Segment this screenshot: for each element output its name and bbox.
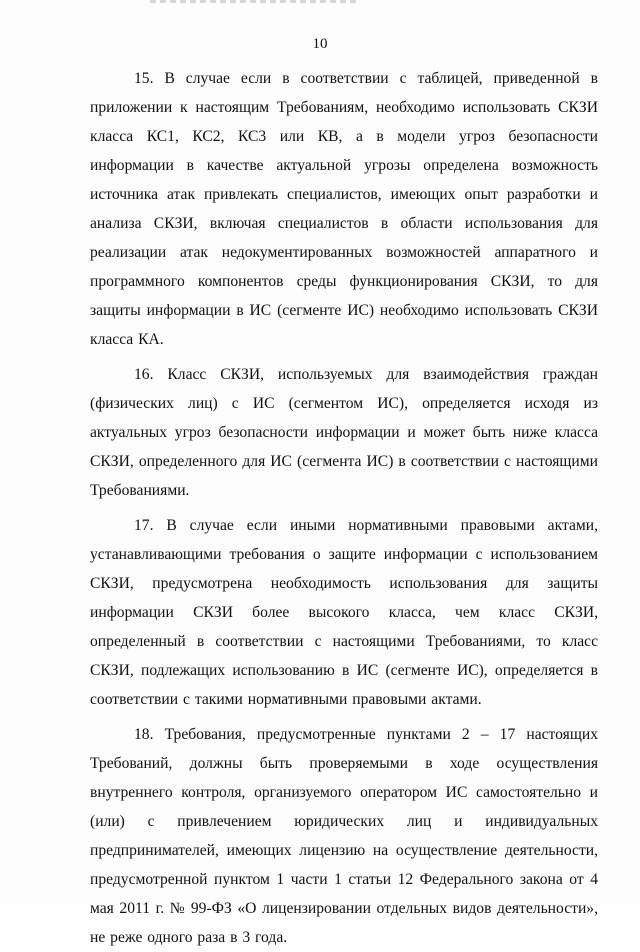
paragraph-16: 16. Класс СКЗИ, используемых для взаимодействия граждан (физических лиц) с ИС (сегментом ИС), определяется исходя из актуальных угроз безопасности информации и может быть ниже класса СКЗИ, определенного для ИС (сегмента ИС) в соответствии с настоящими Требованиями. xyxy=(90,366,598,499)
page-number: 10 xyxy=(312,36,328,52)
paragraph-17: 17. В случае если иными нормативными правовыми актами, устанавливающими требования о защите информации с использованием СКЗИ, предусмотрена необходимость использования для защиты информации СКЗИ более высокого класса, чем класс СКЗИ, определенный в соответствии с настоящими Требованиями, то класс СКЗИ, подлежащих использованию в ИС (сегменте ИС), определяется в соответствии с такими нормативными правовыми актами. xyxy=(90,517,598,708)
paragraph-18: 18. Требования, предусмотренные пунктами 2 – 17 настоящих Требований, должны быть проверяемыми в ходе осуществления внутреннего контроля, организуемого оператором ИС самостоятельно и (или) с привлечением юридических лиц и индивидуальных предпринимателей, имеющих лицензию на осуществление деятельности, предусмотренной пунктом 1 части 1 статьи 12 Федерального закона от 4 мая 2011 г. № 99-ФЗ «О лицензировании отдельных видов деятельности», не реже одного раза в 3 года. xyxy=(90,726,598,946)
document-body xyxy=(90,64,598,952)
scan-top-edge xyxy=(150,0,360,3)
paragraph-15: 15. В случае если в соответствии с таблицей, приведенной в приложении к настоящим Требованиям, необходимо использовать СКЗИ класса КС1, КС2, КС3 или КВ, а в модели угроз безопасности информации в качестве актуальной угрозы определена возможность источника атак привлекать специалистов, имеющих опыт разработки и анализа СКЗИ, включая специалистов в области использования для реализации атак недокументированных возможностей аппаратного и программного компонентов среды функционирования СКЗИ, то для защиты информации в ИС (сегменте ИС) необходимо использовать СКЗИ класса КА. xyxy=(90,70,598,348)
